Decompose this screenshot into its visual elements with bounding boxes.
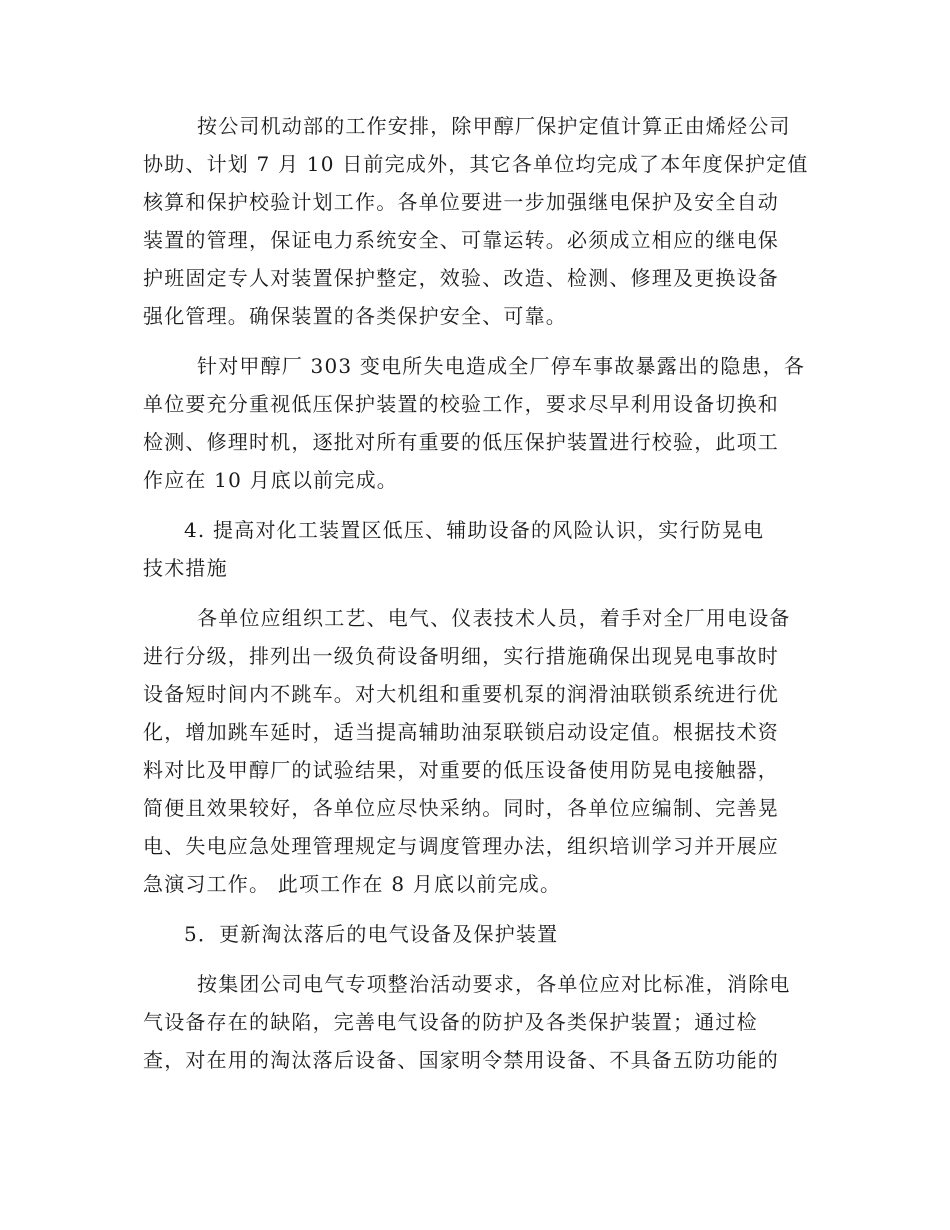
- body-text-line: 电、失电应急处理管理规定与调度管理办法，组织培训学习并开展应: [143, 834, 779, 858]
- body-text-line: 检测、修理时机，逐批对所有重要的低压保护装置进行校验，此项工: [143, 430, 779, 454]
- body-text-line: 各单位应组织工艺、电气、仪表技术人员，着手对全厂用电设备: [197, 606, 791, 630]
- section-heading-line: 技术措施: [143, 556, 228, 580]
- body-text-line: 查，对在用的淘汰落后设备、国家明令禁用设备、不具备五防功能的: [143, 1048, 779, 1072]
- body-text-line: 设备短时间内不跳车。对大机组和重要机泵的润滑油联锁系统进行优: [143, 682, 779, 706]
- body-text-line: 强化管理。确保装置的各类保护安全、可靠。: [143, 304, 567, 328]
- section-heading-line: 4. 提高对化工装置区低压、辅助设备的风险认识，实行防晃电: [184, 518, 765, 542]
- body-text-line: 核算和保护校验计划工作。各单位要进一步加强继电保护及安全自动: [143, 190, 779, 214]
- body-text-line: 化，增加跳车延时，适当提高辅助油泵联锁启动设定值。根据技术资: [143, 720, 779, 744]
- section-heading-line: 5．更新淘汰落后的电气设备及保护装置: [184, 922, 559, 946]
- body-text-line: 按公司机动部的工作安排，除甲醇厂保护定值计算正由烯烃公司: [197, 114, 791, 138]
- body-text-line: 装置的管理，保证电力系统安全、可靠运转。必须成立相应的继电保: [143, 228, 779, 252]
- body-text-line: 作应在 10 月底以前完成。: [143, 468, 398, 492]
- body-text-line: 协助、计划 7 月 10 日前完成外，其它各单位均完成了本年度保护定值: [143, 152, 809, 176]
- body-text-line: 简便且效果较好，各单位应尽快采纳。同时，各单位应编制、完善晃: [143, 796, 779, 820]
- body-text-line: 护班固定专人对装置保护整定，效验、改造、检测、修理及更换设备: [143, 266, 779, 290]
- body-text-line: 进行分级，排列出一级负荷设备明细，实行措施确保出现晃电事故时: [143, 644, 779, 668]
- body-text-line: 按集团公司电气专项整治活动要求，各单位应对比标准，消除电: [197, 972, 791, 996]
- body-text-line: 急演习工作。 此项工作在 8 月底以前完成。: [143, 872, 562, 896]
- body-text-line: 单位要充分重视低压保护装置的校验工作，要求尽早利用设备切换和: [143, 392, 779, 416]
- body-text-line: 针对甲醇厂 303 变电所失电造成全厂停车事故暴露出的隐患，各: [197, 354, 806, 378]
- body-text-line: 气设备存在的缺陷，完善电气设备的防护及各类保护装置；通过检: [143, 1010, 758, 1034]
- body-text-line: 料对比及甲醇厂的试验结果，对重要的低压设备使用防晃电接触器，: [143, 758, 779, 782]
